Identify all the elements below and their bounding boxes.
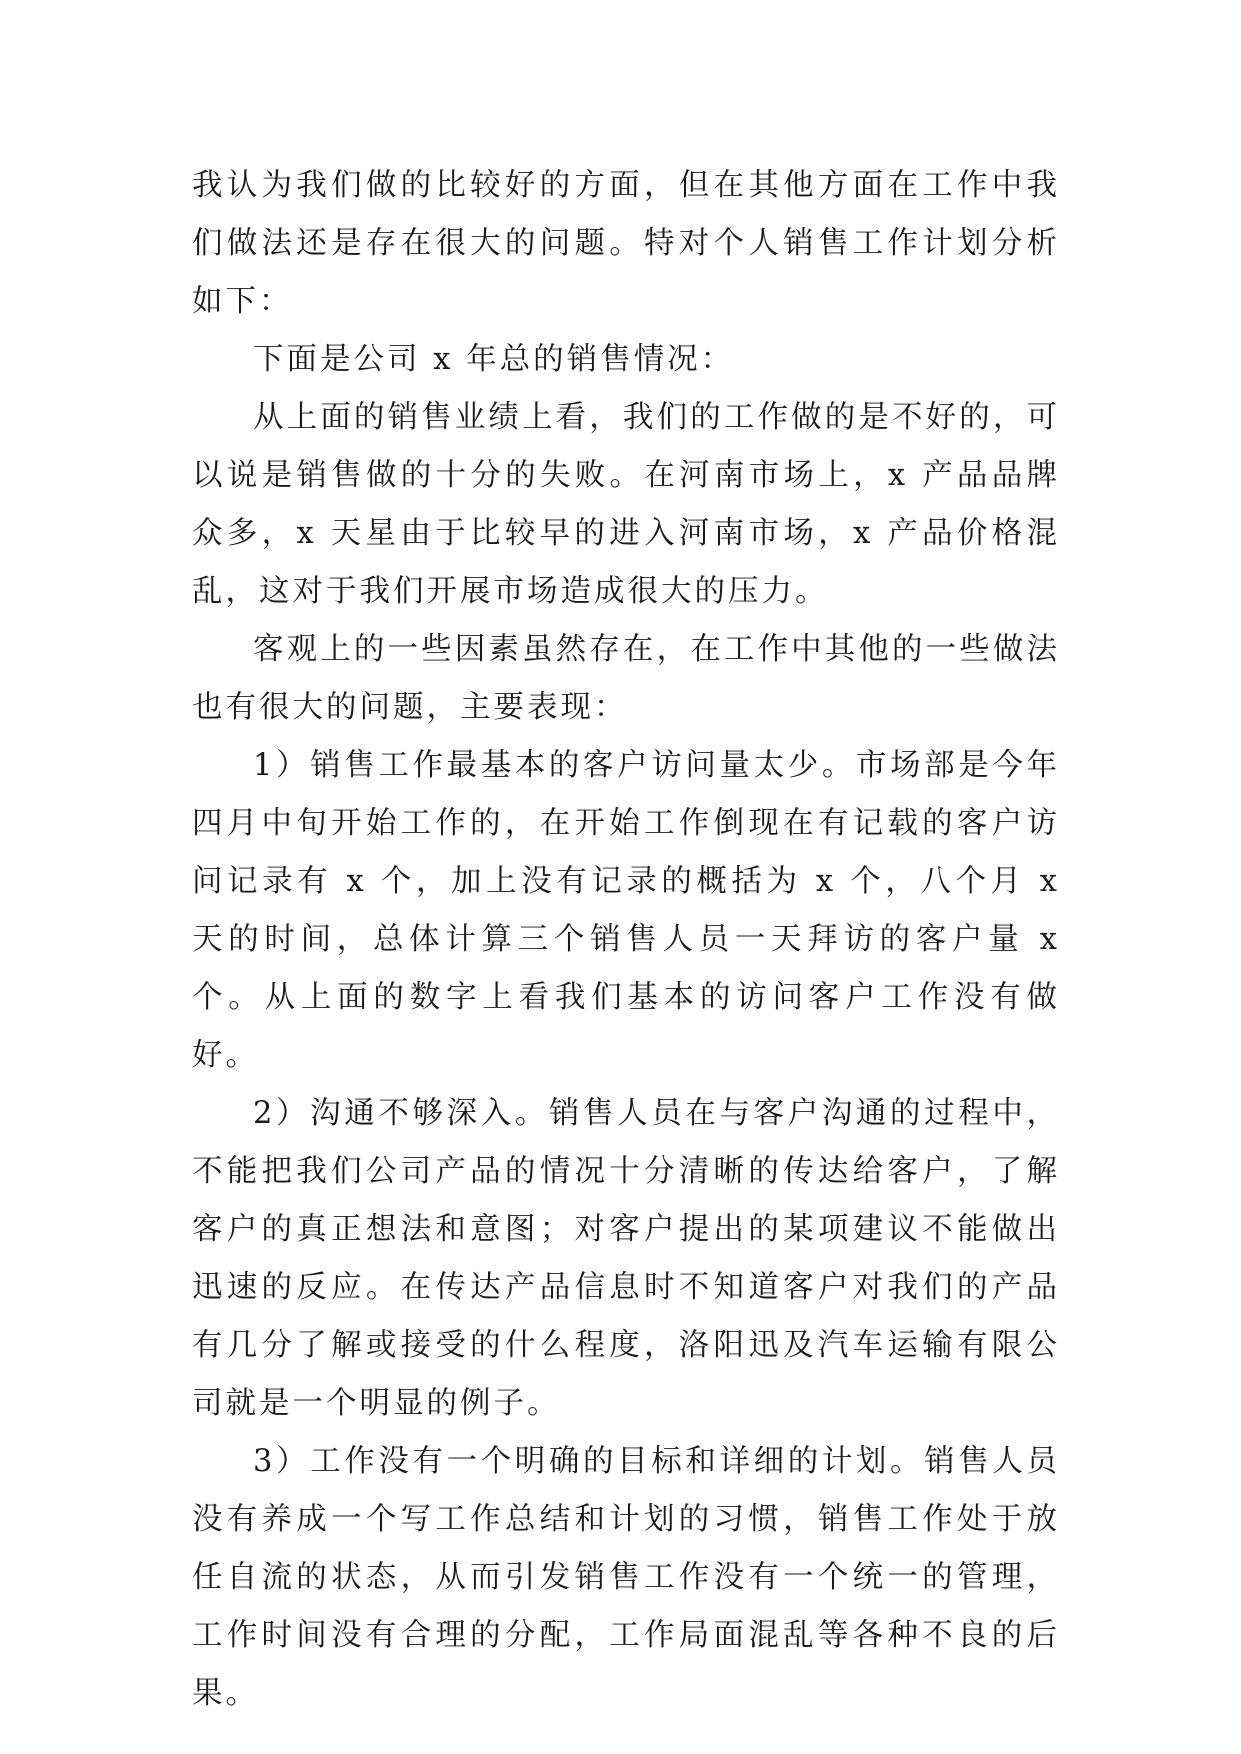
paragraph-continued-intro: 我认为我们做的比较好的方面，但在其他方面在工作中我们做法还是存在很大的问题。特对个人销售工作计划分析如下： (192, 168, 1060, 319)
paragraph-sales-overview: 下面是公司 x 年总的销售情况： (253, 342, 735, 377)
paragraph-problem-2: 2）沟通不够深入。销售人员在与客户沟通的过程中，不能把我们公司产品的情况十分清晰的传达给客户，了解客户的真正想法和意图；对客户提出的某项建议不能做出迅速的反应。在传达产品信息时不知道客户对我们的产品有几分了解或接受的什么程度，洛阳迅及汽车运输有限公司就是一个明显的例子。 (192, 1096, 1060, 1421)
paragraph-problems-intro: 客观上的一些因素虽然存在，在工作中其他的一些做法也有很大的问题，主要表现： (192, 632, 1060, 725)
paragraph-problem-1: 1）销售工作最基本的客户访问量太少。市场部是今年四月中旬开始工作的，在开始工作倒现在有记载的客户访问记录有 x 个，加上没有记录的概括为 x 个，八个月 x 天的时间，总体计算三个销售人员一天拜访的客户量 x 个。从上面的数字上看我们基本的访问客户工作没有做好。 (192, 748, 1060, 1073)
paragraph-performance-review: 从上面的销售业绩上看，我们的工作做的是不好的，可以说是销售做的十分的失败。在河南市场上，x 产品品牌众多，x 天星由于比较早的进入河南市场，x 产品价格混乱，这对于我们开展市场造成很大的压力。 (192, 400, 1060, 609)
document-body (192, 157, 1060, 1723)
paragraph-problem-3: 3）工作没有一个明确的目标和详细的计划。销售人员没有养成一个写工作总结和计划的习惯，销售工作处于放任自流的状态，从而引发销售工作没有一个统一的管理，工作时间没有合理的分配，工作局面混乱等各种不良的后果。 (192, 1444, 1060, 1711)
